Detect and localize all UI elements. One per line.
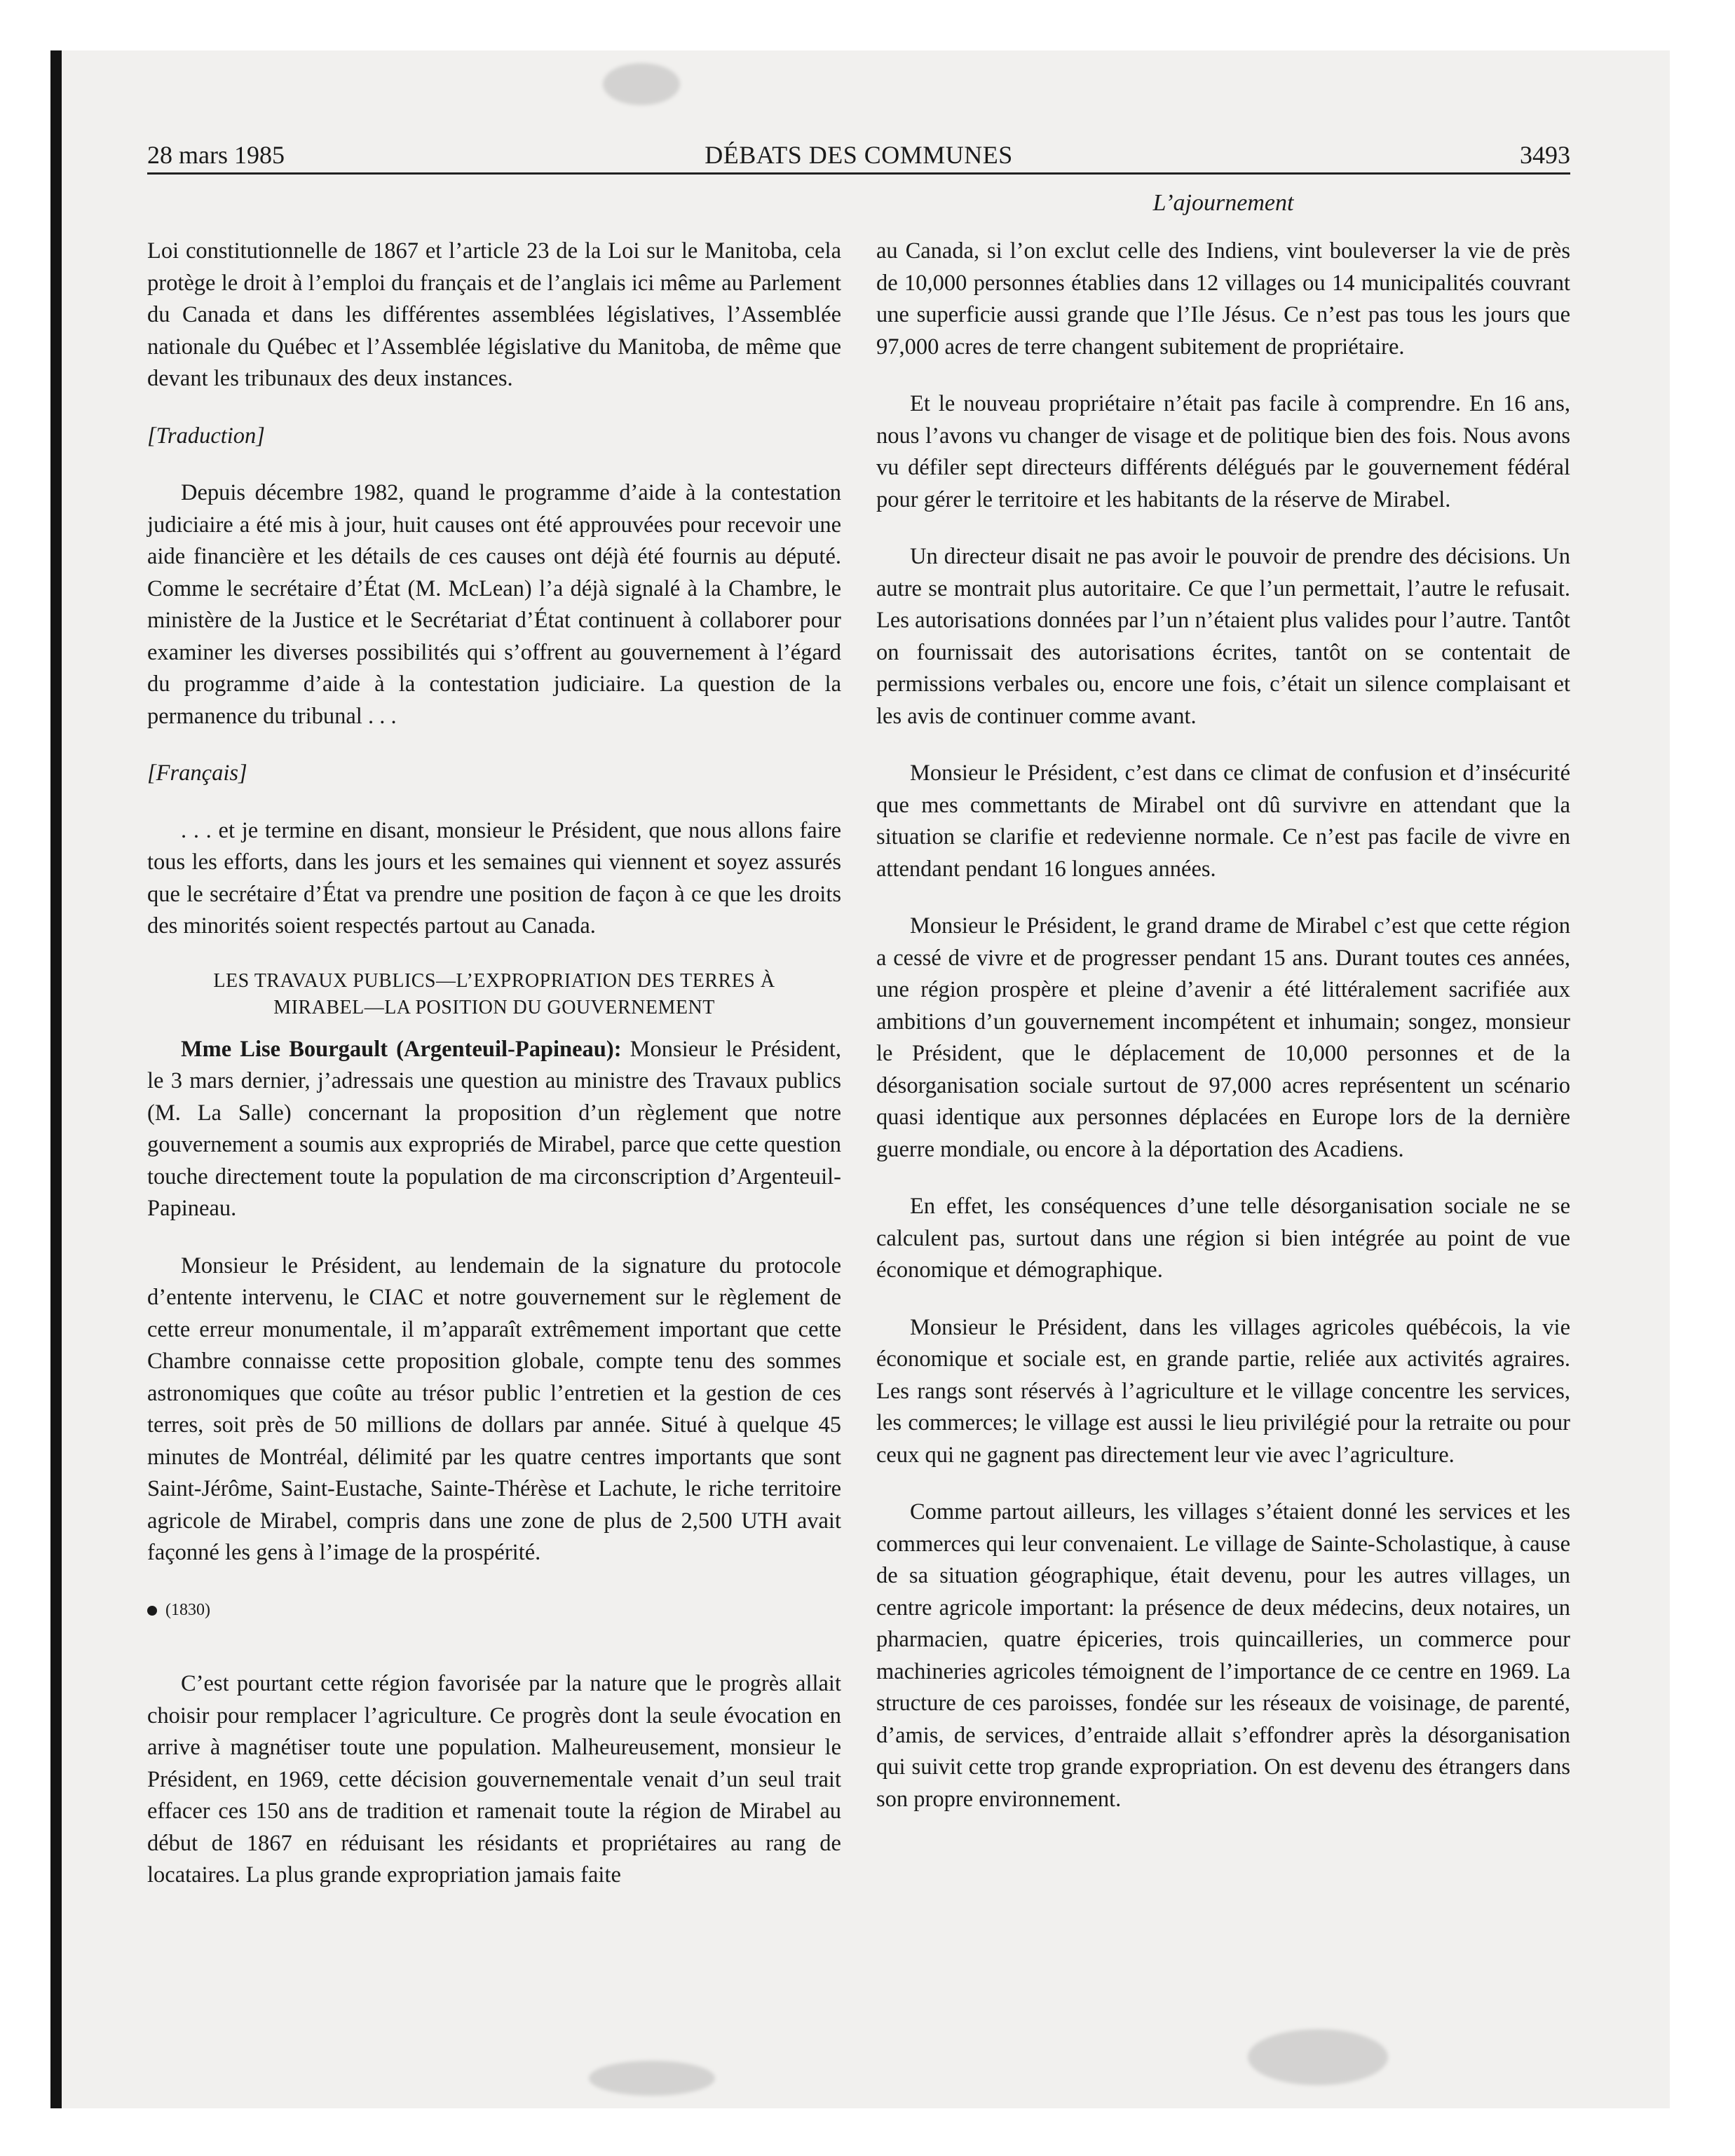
print-speckle <box>1248 2029 1388 2085</box>
section-heading <box>147 968 841 1021</box>
paragraph: C’est pourtant cette région favorisée par la nature que le progrès allait choisir pour remplacer l’agriculture. Ce progrès dont la seule évocation en arrive à magnétiser toute une population. Malheureusement, monsieur le Président, en 1969, cette décision gouvernementale venait d’un seul trait effacer ces 150 ans de tradition et ramenait toute la région de Mirabel au début de 1867 en réduisant les résidants et propriétaires au rang de locataires. La plus grande expropriation jamais faite <box>147 1671 841 1888</box>
speaker-name: Mme Lise Bourgault (Argenteuil-Papineau): <box>181 1036 622 1062</box>
page-header <box>147 137 1570 175</box>
print-speckle <box>603 63 680 105</box>
paragraph: Et le nouveau propriétaire n’était pas facile à comprendre. En 16 ans, nous l’avons vu changer de visage et de politique bien des fois. Nous avons vu défiler sept directeurs différents délégués par le gouvernement fédéral pour gérer le territoire et les habitants de la réserve de Mirabel. <box>876 391 1570 512</box>
right-column <box>876 236 1570 1841</box>
time-marker-text: (1830) <box>165 1600 210 1619</box>
paragraph: au Canada, si l’on exclut celle des Indiens, vint bouleverser la vie de près de 10,000 personnes établies dans 12 villages ou 14 municipalités couvrant une superficie aussi grande que l’Ile Jésus. Ce n’est pas tous les jours que 97,000 acres de terre changent subitement de propriétaire. <box>876 238 1570 360</box>
time-marker <box>147 1595 841 1627</box>
header-date: 28 mars 1985 <box>147 141 285 169</box>
section-heading-line: LES TRAVAUX PUBLICS—L’EXPROPRIATION DES TERRES À <box>213 969 775 992</box>
paragraph: Monsieur le Président, au lendemain de la signature du protocole d’entente intervenu, le CIAC et notre gouvernement sur le règlement de cette erreur monumentale, il m’apparaît extrêmement important que cette Chambre connaisse cette proposition globale, compte tenu des sommes astronomiques que coûte au trésor public l’entretien et la gestion de ces terres, soit près de 50 millions de dollars par année. Situé à quelque 45 minutes de Montréal, délimité par les quatre centres importants que sont Saint-Jérôme, Saint-Eustache, Sainte-Thérèse et Lachute, le riche territoire agricole de Mirabel, compris dans une zone de plus de 2,500 UTH avait façonné les gens à l’image de la prospérité. <box>147 1253 841 1565</box>
running-head: L’ajournement <box>1152 190 1294 216</box>
speech-paragraph <box>147 1034 841 1225</box>
print-speckle <box>589 2061 715 2096</box>
paragraph: Loi constitutionnelle de 1867 et l’article 23 de la Loi sur le Manitoba, cela protège le droit à l’emploi du français et de l’anglais ici même au Parlement du Canada et dans les différentes assemblées législatives, l’Assemblée nationale du Québec et l’Assemblée législative du Manitoba, de même que devant les tribunaux des deux instances. <box>147 238 841 391</box>
language-marker: [Français] <box>147 760 247 786</box>
paragraph: Un directeur disait ne pas avoir le pouvoir de prendre des décisions. Un autre se montrait plus autoritaire. Ce que l’un permettait, l’autre le refusait. Les autorisations données par l’un n’étaient plus valides pour l’autre. Tantôt on fournissait des autorisations écrites, tantôt on se contentait de permissions verbales ou, encore une fois, c’était un silence complaisant et les avis de continuer comme avant. <box>876 544 1570 729</box>
paragraph: Depuis décembre 1982, quand le programme d’aide à la contestation judiciaire a été mis à jour, huit causes ont été approuvées pour recevoir une aide financière et les détails de ces causes ont déjà été fournis au député. Comme le secrétaire d’État (M. McLean) l’a déjà signalé à la Chambre, le ministère de la Justice et le Secrétariat d’État continuent à collaborer pour examiner les diverses possibilités qui s’offrent au gouvernement à l’égard du programme d’aide à la contestation judiciaire. La question de la permanence du tribunal . . . <box>147 480 841 729</box>
section-heading-line: MIRABEL—LA POSITION DU GOUVERNEMENT <box>273 996 715 1018</box>
paragraph: Monsieur le Président, dans les villages agricoles québécois, la vie économique et sociale est, en grande partie, reliée aux activités agraires. Les rangs sont réservés à l’agriculture et le village concentre les services, les commerces; le village est aussi le lieu privilégié pour la retraite ou pour ceux qui ne gagnent pas directement leur vie avec l’agriculture. <box>876 1314 1570 1468</box>
paragraph: En effet, les conséquences d’une telle désorganisation sociale ne se calculent pas, surtout dans une région si bien intégrée au point de vue économique et démographique. <box>876 1194 1570 1283</box>
paragraph: . . . et je termine en disant, monsieur le Président, que nous allons faire tous les efforts, dans les jours et les semaines qui viennent et soyez assurés que le secrétaire d’État va prendre une position de façon à ce que les droits des minorités soient respectés partout au Canada. <box>147 817 841 939</box>
language-marker: [Traduction] <box>147 423 265 449</box>
speech-text: Monsieur le Président, le 3 mars dernier, j’adressais une question au ministre des Travaux publics (M. La Salle) concernant la proposition d’un règlement que notre gouvernement a soumis aux expropriés de Mirabel, parce que cette question touche directement toute la population de ma circonscription d’Argenteuil-Papineau. <box>147 1036 841 1221</box>
header-title: DÉBATS DES COMMUNES <box>705 141 1013 169</box>
bullet-icon <box>147 1606 157 1616</box>
paragraph: Comme partout ailleurs, les villages s’étaient donné les services et les commerces qui leur convenaient. Le village de Sainte-Scholastique, à cause de sa situation géographique, était devenu, pour les autres villages, un centre agricole important: la présence de deux médecins, deux notaires, un pharmacien, quatre épiceries, trois quincailleries, un commerce pour machineries agricoles témoignent de l’importance de ce centre en 1969. La structure de ces paroisses, fondée sur les réseaux de voisinage, de parenté, d’amis, de services, d’entraide allait s’effondrer après la désorganisation qui suivit cette trop grande expropriation. On est devenu des étrangers dans son propre environnement. <box>876 1499 1570 1812</box>
scan-border <box>50 50 62 2108</box>
page-number: 3493 <box>1520 141 1570 169</box>
paragraph: Monsieur le Président, c’est dans ce climat de confusion et d’insécurité que mes commettants de Mirabel ont dû survivre en attendant que la situation se clarifie et redevienne normale. Ce n’est pas facile de vivre en attendant pendant 16 longues années. <box>876 760 1570 882</box>
paragraph: Monsieur le Président, le grand drame de Mirabel c’est que cette région a cessé de vivre et de progresser pendant 15 ans. Durant toutes ces années, une région prospère et pleine d’avenir a été littéralement sacrifiée aux ambitions d’un gouvernement incompétent et inhumain; songez, monsieur le Président, que le déplacement de 10,000 personnes et de la désorganisation sociale surtout de 97,000 acres représentent un scénario quasi identique aux personnes déplacées en Europe lors de la dernière guerre mondiale, ou encore à la déportation des Acadiens. <box>876 913 1570 1162</box>
left-column <box>147 236 841 1917</box>
